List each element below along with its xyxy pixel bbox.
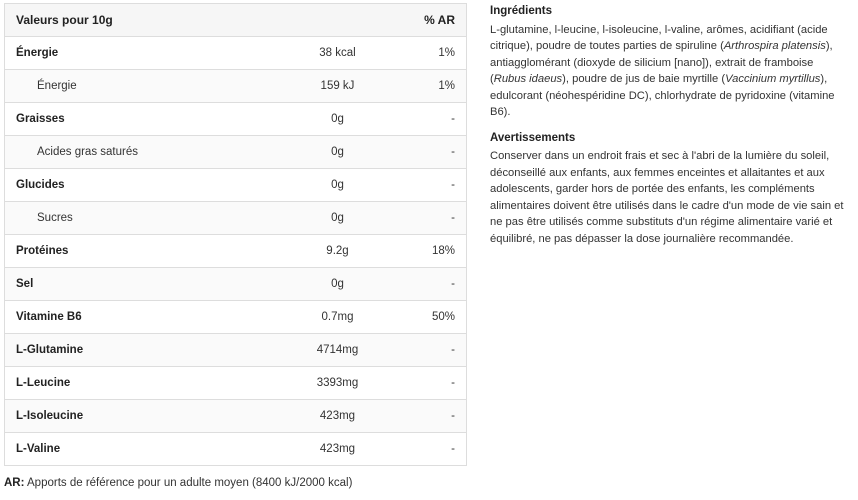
ingredient-text-segment: ), antiagglomérant (dioxyde de silicium [nano]), extrait de framboise (: [490, 40, 833, 85]
nutrient-name: Énergie: [16, 46, 59, 59]
nutrient-name: Protéines: [16, 244, 69, 257]
nutrient-name: Vitamine B6: [16, 310, 82, 323]
nutrient-ar-percent: 50%: [431, 310, 455, 323]
table-row: [5, 333, 466, 366]
nutrient-amount: 38 kcal: [319, 46, 356, 59]
nutrient-amount: 0g: [331, 145, 344, 158]
nutrient-name: Graisses: [16, 112, 65, 125]
nutrient-amount: 0g: [331, 112, 344, 125]
warnings-title: Avertissements: [490, 131, 576, 144]
nutrient-ar-percent: -: [451, 409, 455, 422]
ingredient-latin-name: Rubus idaeus: [493, 73, 563, 85]
table-row: [5, 300, 466, 333]
header-values: Valeurs pour 10g: [16, 12, 113, 27]
ar-footnote: [4, 477, 352, 489]
nutrition-table: [5, 4, 466, 465]
nutrient-ar-percent: -: [451, 211, 455, 224]
nutrient-name: Sel: [16, 277, 34, 290]
ingredient-text-segment: ), edulcorant (néohespéridine DC), chlorhydrate de pyridoxine (vitamine B6).: [490, 73, 835, 118]
table-row: [5, 366, 466, 399]
ingredients-text: [490, 22, 852, 121]
table-row: [5, 201, 466, 234]
nutrient-name: L-Leucine: [16, 376, 71, 389]
nutrient-amount: 423mg: [319, 409, 356, 422]
header-ar: % AR: [424, 12, 455, 27]
ingredients-title: Ingrédients: [490, 5, 552, 17]
nutrient-amount: 9.2g: [326, 244, 349, 257]
nutrient-amount: 423mg: [319, 442, 356, 455]
nutrient-name: Acides gras saturés: [37, 145, 138, 158]
header-row: [5, 4, 466, 36]
nutrient-name: L-Valine: [16, 442, 61, 455]
nutrient-ar-percent: -: [451, 376, 455, 389]
table-row: [5, 267, 466, 300]
table-row: [5, 399, 466, 432]
table-row: [5, 69, 466, 102]
table-row: [5, 135, 466, 168]
ar-footnote-label: AR:: [4, 477, 25, 489]
nutrient-name: Glucides: [16, 178, 65, 191]
nutrient-ar-percent: -: [451, 145, 455, 158]
nutrient-amount: 0g: [331, 211, 344, 224]
product-info-panel: [490, 3, 852, 256]
header-amount: [247, 4, 399, 36]
nutrient-ar-percent: -: [451, 277, 455, 290]
nutrition-table-header: [5, 4, 466, 36]
nutrition-table-container: [4, 3, 467, 466]
nutrient-name: Sucres: [37, 211, 73, 224]
warnings-text: Conserver dans un endroit frais et sec à l'abri de la lumière du soleil, déconseillé aux enfants, aux femmes enceintes et allaitantes et aux adolescents, garder hors de portée des enfants, les compléments alimentaires doivent être utilisés dans le cadre d'un mode de vie sain et ne pas être utilisés comme substituts d'un régime alimentaire varié et équilibré, ne pas dépasser la dose journalière recommandée.: [490, 150, 844, 245]
table-row: [5, 234, 466, 267]
nutrient-amount: 3393mg: [316, 376, 359, 389]
ingredient-latin-name: Vaccinium myrtillus: [725, 73, 821, 85]
nutrient-ar-percent: 18%: [431, 244, 455, 257]
nutrient-amount: 159 kJ: [320, 79, 355, 92]
nutrient-ar-percent: 1%: [438, 46, 455, 59]
nutrient-name: Énergie: [37, 79, 77, 92]
nutrient-amount: 0.7mg: [321, 310, 354, 323]
table-row: [5, 102, 466, 135]
nutrient-name: L-Glutamine: [16, 343, 84, 356]
ingredient-latin-name: Arthrospira platensis: [723, 40, 826, 52]
table-row: [5, 36, 466, 69]
ingredient-text-segment: ), poudre de jus de baie myrtille (: [562, 73, 726, 85]
ar-footnote-text: Apports de référence pour un adulte moyen (8400 kJ/2000 kcal): [24, 477, 353, 489]
nutrient-name: L-Isoleucine: [16, 409, 84, 422]
nutrition-table-body: [5, 36, 466, 465]
table-row: [5, 168, 466, 201]
nutrient-ar-percent: -: [451, 442, 455, 455]
nutrient-amount: 0g: [331, 277, 344, 290]
nutrient-ar-percent: 1%: [438, 79, 455, 92]
nutrient-ar-percent: -: [451, 343, 455, 356]
nutrient-amount: 4714mg: [316, 343, 359, 356]
nutrient-ar-percent: -: [451, 178, 455, 191]
nutrient-amount: 0g: [331, 178, 344, 191]
ingredient-text-segment: L-glutamine, l-leucine, l-isoleucine, l-valine, arômes, acidifiant (acide citrique), poudre de toutes parties de spiruline (: [490, 23, 828, 52]
table-row: [5, 432, 466, 465]
nutrient-ar-percent: -: [451, 112, 455, 125]
